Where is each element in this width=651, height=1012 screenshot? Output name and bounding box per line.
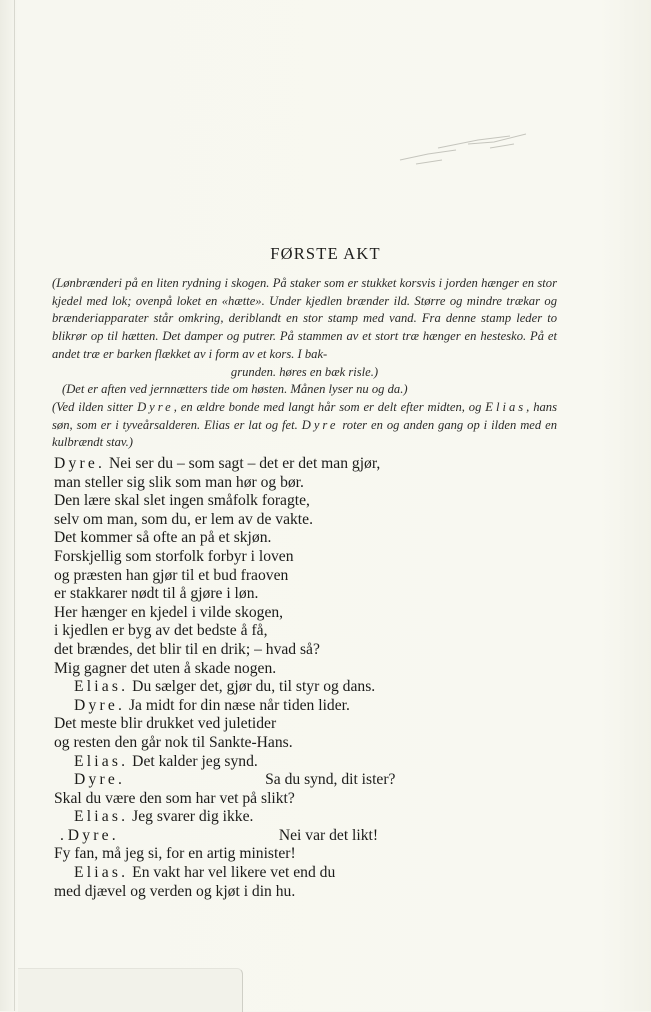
stage-direction-setting-end: grunden. høres en bæk risle.) <box>230 364 379 379</box>
dialogue-line <box>54 808 594 827</box>
stage-direction-setting: (Lønbrænderi på en liten rydning i skogen. På staker som er stukket korsvis i jorden hænger en stor kjedel med lok; ovenpå loket en «hætte». Under kjedlen brænder ild. Større og mindre trækar og brænderiapparater står omkring, deriblandt en stor stamp med vand. Fra denne stamp leder to blikrør op til hætten. Det damper og putrer. På stammen av et stort træ hænger en hestesko. På et andet træ er barken flækket av i form av et kors. I bak- <box>52 276 557 361</box>
line-text: Nei ser du – som sagt – det er det man gjør, <box>105 455 381 472</box>
act-title: FØRSTE AKT <box>270 244 381 263</box>
dialogue-line: er stakkarer nødt til å gjøre i løn. <box>54 585 259 603</box>
speaker-name: Elias. <box>74 864 129 882</box>
dialogue-line: det brændes, det blir til en drik; – hvad så? <box>54 640 320 658</box>
line-text: Ja midt for din næse når tiden lider. <box>125 696 350 714</box>
line-text: En vakt har vel likere vet end du <box>128 864 336 882</box>
dialogue-line <box>54 678 594 697</box>
speaker-name: Elias. <box>74 752 129 770</box>
dialogue-line: Det kommer så ofte an på et skjøn. <box>54 529 272 547</box>
dialogue-line: Den lære skal slet ingen småfolk foragte, <box>54 492 310 510</box>
stage-directions <box>52 275 557 452</box>
speaker-name: Elias. <box>74 808 129 826</box>
dialogue-line <box>54 771 594 790</box>
character-name-dyre: Dyre <box>301 417 339 432</box>
dialogue-line: i kjedlen er byg av det bedste å få, <box>54 622 268 640</box>
line-text: Jeg svarer dig ikke. <box>128 808 254 826</box>
character-name-dyre: Dyre <box>137 399 174 414</box>
dialogue-line: Forskjellig som storfolk forbyr i loven <box>54 547 294 565</box>
dialogue <box>54 455 594 901</box>
stage-text: , hans søn, som er i tyveårsalderen. Elias er lat og fet. <box>52 399 557 432</box>
speaker-name: Elias. <box>74 678 129 696</box>
dialogue-line: man steller sig slik som man hør og bør. <box>54 473 304 491</box>
dialogue-line <box>54 697 594 716</box>
print-smudge <box>398 130 538 170</box>
line-text: Nei var det likt! <box>278 826 379 844</box>
dialogue-line: og præsten han gjør til et bud fraoven <box>54 566 289 584</box>
stage-text: , en ældre bonde med langt hår som er delt efter midten, og <box>173 399 486 414</box>
dialogue-line <box>54 864 594 883</box>
speaker-name: Dyre. <box>74 696 126 714</box>
dialogue-line <box>54 455 594 474</box>
stage-text: (Ved ilden sitter <box>52 399 138 414</box>
line-text: Sa du synd, dit ister? <box>265 771 396 789</box>
character-name-elias: Elias <box>485 399 527 414</box>
dialogue-line: Skal du være den som har vet på slikt? <box>54 789 295 807</box>
dialogue-line: Mig gagner det uten å skade nogen. <box>54 659 277 677</box>
speaker-name: Dyre. <box>67 826 119 844</box>
stage-text: roter en og anden gang op i ilden med en kulbrændt stav.) <box>52 417 558 450</box>
dialogue-line: Fy fan, må jeg si, for en artig minister! <box>54 845 296 863</box>
line-text: Det kalder jeg synd. <box>128 752 258 770</box>
line-text: Du sælger det, gjør du, til styr og dans. <box>128 678 376 696</box>
page-edge <box>14 0 15 1011</box>
stage-direction-characters <box>52 399 557 452</box>
dialogue-line: Det meste blir drukket ved juletider <box>54 715 277 733</box>
speaker-name: Dyre. <box>54 455 106 472</box>
page-corner-tab <box>18 968 243 1012</box>
stage-direction-time: (Det er aften ved jernnætters tide om høsten. Månen lyser nu og da.) <box>62 382 408 397</box>
dialogue-line: og resten den går nok til Sankte-Hans. <box>54 733 293 751</box>
dialogue-line: Her hænger en kjedel i vilde skogen, <box>54 603 284 621</box>
line-prefix: . <box>60 826 68 844</box>
dialogue-line <box>54 753 594 772</box>
speaker-name: Dyre. <box>74 771 126 789</box>
dialogue-line: med djævel og verden og kjøt i din hu. <box>54 882 296 900</box>
dialogue-line: selv om man, som du, er lem av de vakte. <box>54 510 313 528</box>
dialogue-line <box>54 827 594 846</box>
